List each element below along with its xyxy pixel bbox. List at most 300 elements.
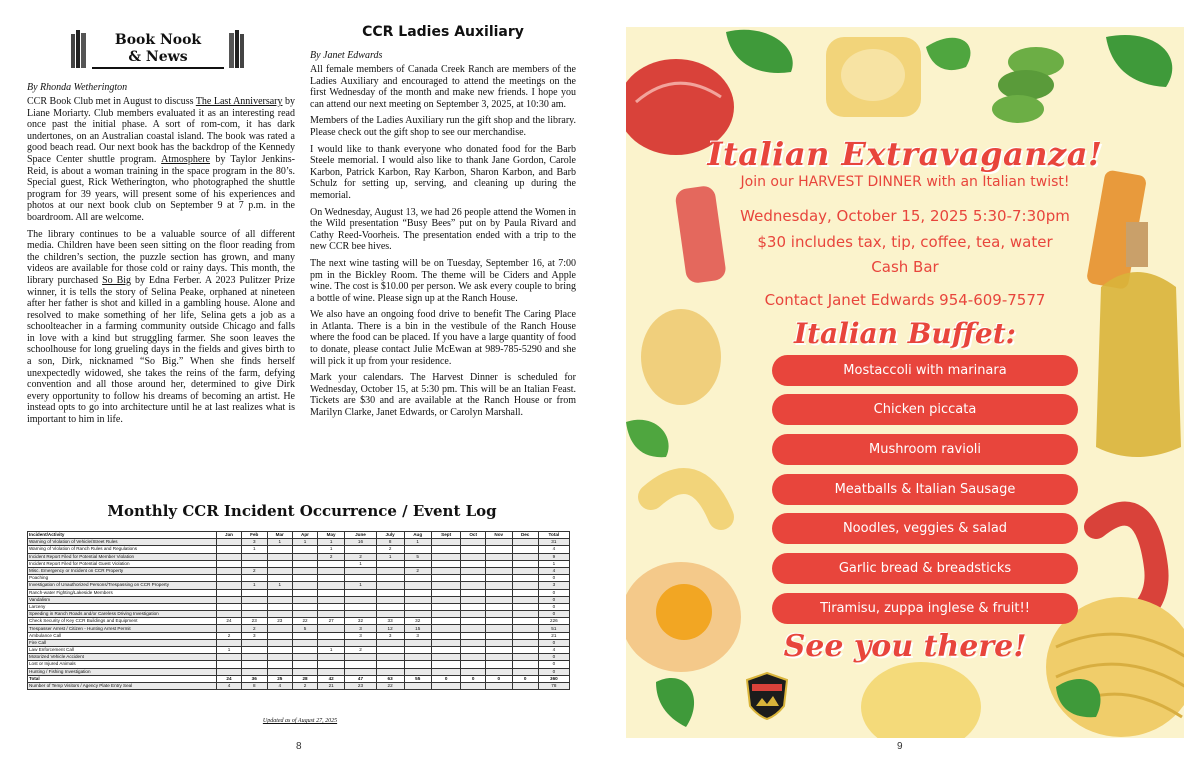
table-cell [293,661,318,668]
table-cell [267,596,293,603]
table-cell: 1 [318,647,345,654]
table-row [28,639,570,646]
table-cell [485,582,512,589]
table-cell [512,647,538,654]
table-cell [485,647,512,654]
row-label: Warning of Violation of Vehicle/Street Rules [28,539,217,546]
table-cell [318,589,345,596]
table-cell: 32 [404,618,431,625]
table-cell: 1 [376,553,404,560]
table-cell [267,546,293,553]
table-cell [318,625,345,632]
table-cell [345,611,376,618]
text: The library continues to be a valuable source of all different media. Children have been seen sitting on the floor reading from the children’s section, the puzzle section has grown, and many videos are available for those cold or rainy days. This month, the library purchased [27,228,295,286]
table-cell [512,589,538,596]
table-cell: 1 [241,546,267,553]
table-cell: 21 [538,632,569,639]
table-cell [217,560,242,567]
book-nook-line2: & News [128,49,188,65]
table-cell [431,668,461,675]
table-cell [485,589,512,596]
right-page [600,0,1200,776]
table-cell [404,668,431,675]
table-row [28,603,570,610]
table-cell [241,611,267,618]
table-cell [376,611,404,618]
table-row [28,625,570,632]
column-header-month: May [318,532,345,539]
table-cell [512,625,538,632]
table-cell [485,603,512,610]
table-cell: 3 [345,632,376,639]
table-cell [345,661,376,668]
table-cell [267,647,293,654]
table-row [28,632,570,639]
paragraph [27,96,295,224]
table-cell [217,661,242,668]
row-label: Lost or Injured Animals [28,661,217,668]
table-cell [217,575,242,582]
table-cell: 1 [293,539,318,546]
divider [92,67,224,69]
row-label: Check Security of Key CCR Buildings and Equipment [28,618,217,625]
paragraph: I would like to thank everyone who donated food for the Barb Steele memorial. I would also like to thank Jane Gordon, Carole Karbon, Patrick Karbon, Ray Karbon, Sharon Karbon, and Barb Schulz for setting up, serving, and cleaning up during the memorial. [310,143,576,201]
table-cell [461,654,485,661]
table-cell [461,639,485,646]
table-cell [461,611,485,618]
table-cell: 3 [376,632,404,639]
table-row [28,668,570,675]
table-cell [293,647,318,654]
auxiliary-article [310,50,576,424]
table-cell [485,553,512,560]
table-cell [293,567,318,574]
table-cell [404,589,431,596]
flyer-subheading: Join our HARVEST DINNER with an Italian twist! [740,174,1070,190]
table-cell [485,661,512,668]
table-cell [293,575,318,582]
menu-item: Chicken piccata [772,394,1078,425]
table-cell: 5 [404,553,431,560]
table-cell: 2 [293,682,318,689]
table-cell [404,661,431,668]
table-cell [485,625,512,632]
paragraph [27,229,295,426]
buffet-heading: Italian Buffet: [794,317,1016,350]
table-cell [217,589,242,596]
table-cell [217,596,242,603]
table-cell [376,647,404,654]
table-cell [345,668,376,675]
table-cell [431,639,461,646]
table-cell [485,575,512,582]
row-label: Number of Temp Visitors / Agency Plate Entry Seal [28,682,217,689]
table-cell [345,567,376,574]
table-cell: 4 [217,682,242,689]
table-cell [376,575,404,582]
table-cell [512,682,538,689]
table-cell [293,639,318,646]
table-cell [431,553,461,560]
table-cell [461,625,485,632]
table-cell: 36 [241,675,267,682]
table-cell: 1 [267,539,293,546]
table-cell [431,625,461,632]
table-row [28,553,570,560]
table-cell [512,661,538,668]
auxiliary-title: CCR Ladies Auxiliary [362,24,524,40]
table-cell: 8 [241,682,267,689]
table-cell: 226 [538,618,569,625]
table-cell: 0 [485,675,512,682]
table-row [28,546,570,553]
table-cell [267,654,293,661]
menu-item: Garlic bread & breadsticks [772,553,1078,584]
table-cell: 0 [538,596,569,603]
column-header-month: Aug [404,532,431,539]
table-cell: 78 [538,682,569,689]
table-cell [512,596,538,603]
table-cell: 5 [293,625,318,632]
column-header-month: Apr [293,532,318,539]
table-cell: 31 [538,539,569,546]
table-cell: 2 [404,567,431,574]
table-cell [485,546,512,553]
table-cell: 0 [538,603,569,610]
table-cell [512,582,538,589]
table-cell: 1 [318,539,345,546]
row-label: Total [28,675,217,682]
table-cell [512,603,538,610]
table-cell [512,560,538,567]
table-cell [267,668,293,675]
table-cell [217,654,242,661]
column-header-month: Feb [241,532,267,539]
table-cell [267,611,293,618]
table-cell: 3 [345,625,376,632]
table-cell: 3 [241,632,267,639]
column-header-month: Dec [512,532,538,539]
table-cell [376,668,404,675]
paragraph: Mark your calendars. The Harvest Dinner is scheduled for Wednesday, October 15, at 5:30 pm. This will be an Italian Feast. Tickets are $30 and are available at the Ranch House or from Marilyn Clarke, Janet Edwards, or Carolyn Marshall. [310,372,576,419]
table-cell [376,596,404,603]
column-header-month: June [345,532,376,539]
row-label: Investigation of Unauthorized Persons/Trespassing on CCR Property [28,582,217,589]
table-row [28,582,570,589]
table-cell [345,575,376,582]
table-cell: 1 [217,647,242,654]
table-cell [217,546,242,553]
row-label: Incident Report Filed for Potential Member Violation [28,553,217,560]
table-cell [404,654,431,661]
table-cell [345,654,376,661]
row-label: Motorized Vehicle Accident [28,654,217,661]
table-cell: 16 [345,539,376,546]
incident-log-table [27,531,570,690]
table-cell [241,596,267,603]
table-row [28,654,570,661]
table-cell [404,575,431,582]
table-cell [431,611,461,618]
row-label: Poaching [28,575,217,582]
table-cell [461,661,485,668]
column-header-month: Total [538,532,569,539]
table-cell [404,546,431,553]
table-cell [376,560,404,567]
table-cell [318,603,345,610]
table-cell [293,560,318,567]
table-cell [293,668,318,675]
table-cell: 4 [538,546,569,553]
table-cell [485,639,512,646]
row-label: Speeding in Ranch Roads and/or Careless Driving Investigation [28,611,217,618]
table-cell [318,632,345,639]
column-header-month: Oct [461,532,485,539]
table-cell: 23 [267,618,293,625]
table-cell [461,603,485,610]
table-cell [241,639,267,646]
table-cell: 0 [538,611,569,618]
table-cell [485,618,512,625]
table-row [28,539,570,546]
column-header-activity: Incident/Activity [28,532,217,539]
table-cell [485,611,512,618]
table-cell [485,654,512,661]
table-cell [431,575,461,582]
table-cell: 25 [267,675,293,682]
table-cell [431,589,461,596]
byline: By Rhonda Wetherington [27,82,128,93]
row-label: Larceny [28,603,217,610]
table-cell [376,654,404,661]
table-cell: 21 [318,682,345,689]
closing-message: See you there! [783,629,1027,664]
table-cell [293,582,318,589]
row-label: Law Enforcement Call [28,647,217,654]
contact-info: Contact Janet Edwards 954-609-7577 [764,291,1046,309]
table-cell [241,654,267,661]
table-cell [267,661,293,668]
table-cell [512,654,538,661]
table-cell [217,603,242,610]
basil-leaf-icon [656,678,694,727]
table-cell [461,618,485,625]
table-cell [293,596,318,603]
book-title: The Last Anniversary [195,96,283,107]
column-header-month: Mar [267,532,293,539]
table-cell [512,639,538,646]
table-cell [461,539,485,546]
canada-creek-ranch-logo-icon [746,672,788,720]
table-cell [461,582,485,589]
books-icon [70,30,88,68]
table-cell [376,589,404,596]
table-cell [318,596,345,603]
table-cell: 2 [345,647,376,654]
row-label: Ranch-water Fighting/Lakeside Members [28,589,217,596]
table-row [28,567,570,574]
table-cell [241,647,267,654]
macaroni-icon [651,481,721,517]
table-cell [485,539,512,546]
table-cell: 9 [538,553,569,560]
text: by Edna Ferber. A 2023 Pulitzer Prize winner, it is tells the story of Selina Peake, orphaned at nineteen after her father is shot and killed in a gambling house. Alone and resolved to make something of her life, Selina gets a job as a schoolteacher in a farming community outside Chicago and falls in love with a kind but struggling farmer. She soon leaves the schoolhouse for long grueling days in the fields and gives birth to a son, Dirk, nicknamed “So Big.” When she finds herself unexpectedly widowed, she takes the reins of the farm, defying convention and all those around her, determined to give Dirk every opportunity to follow his dreams of becoming an artist. He instead opts to go into architecture until he at last realizes what is important to him in life. [27,274,295,426]
row-label: Vandalism [28,596,217,603]
table-cell: 3 [538,582,569,589]
table-cell [485,632,512,639]
table-cell: 1 [345,560,376,567]
parsley-icon [926,38,970,70]
table-cell: 2 [241,625,267,632]
table-cell [241,589,267,596]
table-cell [431,582,461,589]
table-cell [241,575,267,582]
basil-leaf-icon [626,420,669,457]
table-cell [376,582,404,589]
menu-item: Meatballs & Italian Sausage [772,474,1078,505]
table-cell: 0 [538,654,569,661]
table-row [28,575,570,582]
paragraph: The next wine tasting will be on Tuesday, September 16, at 7:00 pm in the Bickley Room. The theme will be Ciders and Apple wine. The cost is $10.00 per person. We ask every couple to bring a bottle of wine. Please sign up at the Ranch House. [310,257,576,304]
book-title: So Big [102,274,132,286]
table-cell: 27 [318,618,345,625]
paragraph: Members of the Ladies Auxiliary run the gift shop and the library. Please check out the gift shop to see our merchandise. [310,115,576,138]
table-cell [431,603,461,610]
table-cell [217,668,242,675]
table-cell: 1 [404,539,431,546]
table-cell [512,567,538,574]
table-cell [345,596,376,603]
table-cell [293,546,318,553]
table-cell: 24 [217,675,242,682]
table-row [28,618,570,625]
table-cell [217,582,242,589]
table-cell [404,603,431,610]
flyer-heading: Italian Extravaganza! [707,135,1103,173]
page-number: 9 [897,741,903,752]
table-cell [461,553,485,560]
table-cell: 1 [267,582,293,589]
table-cell: 24 [217,618,242,625]
table-cell [217,611,242,618]
table-cell: 1 [318,546,345,553]
table-cell [404,560,431,567]
table-cell [485,682,512,689]
table-cell: 1 [241,582,267,589]
cash-bar-note: Cash Bar [871,258,939,276]
table-cell [404,596,431,603]
table-cell [267,553,293,560]
table-cell: 33 [376,618,404,625]
column-header-month: July [376,532,404,539]
table-cell [485,560,512,567]
table-cell [267,560,293,567]
table-cell [293,654,318,661]
book-nook-header [70,30,246,70]
table-cell: 51 [538,625,569,632]
table-cell [293,632,318,639]
table-cell [431,618,461,625]
table-cell: 3 [404,632,431,639]
table-cell: 0 [431,675,461,682]
table-cell [318,639,345,646]
table-row [28,647,570,654]
table-cell [512,618,538,625]
table-row [28,661,570,668]
table-cell [485,567,512,574]
text: CCR Book Club met in August to discuss [27,96,196,107]
table-cell [293,611,318,618]
table-cell: 0 [538,589,569,596]
table-cell [512,632,538,639]
table-cell [345,603,376,610]
table-cell [431,546,461,553]
table-cell [345,546,376,553]
table-cell [485,668,512,675]
row-label: Warning of Violation of Ranch Rules and Regulations [28,546,217,553]
table-cell [318,567,345,574]
table-cell: 0 [538,668,569,675]
row-label: Ambulance Call [28,632,217,639]
table-cell [241,603,267,610]
table-cell: 42 [318,675,345,682]
table-cell [404,682,431,689]
table-row [28,560,570,567]
table-cell: 1 [345,582,376,589]
table-cell [217,625,242,632]
table-row [28,589,570,596]
table-cell [461,589,485,596]
table-cell: 0 [538,661,569,668]
table-cell [241,661,267,668]
table-cell: 4 [538,567,569,574]
table-cell: 23 [345,682,376,689]
table-cell [267,575,293,582]
menu-item: Tiramisu, zuppa inglese & fruit!! [772,593,1078,624]
table-cell: 2 [318,553,345,560]
table-cell [241,553,267,560]
row-label: Incident Report Filed for Potential Guest Violation [28,560,217,567]
table-cell [431,632,461,639]
event-price: $30 includes tax, tip, coffee, tea, water [757,233,1053,251]
table-cell: 2 [217,632,242,639]
table-cell: 3 [241,539,267,546]
harvest-dinner-flyer [626,27,1184,738]
table-cell [431,654,461,661]
table-cell [461,575,485,582]
page-number: 8 [296,741,302,752]
table-cell [461,567,485,574]
row-label: Hunting / Fishing Investigation [28,668,217,675]
table-cell [404,639,431,646]
table-cell [241,668,267,675]
table-cell [267,625,293,632]
table-cell [318,575,345,582]
table-cell [217,639,242,646]
table-cell [267,632,293,639]
menu-item: Mushroom ravioli [772,434,1078,465]
table-cell [404,611,431,618]
text: by Liane Moriarty. Club members evaluated it as an interesting read once past the initial phase. A sort of rom-com, it has dark undertones, on an Australian coastal island. The book was rated a good beach read. Our next book has the backdrop of the Kennedy Space Center shuttle program. [27,96,296,165]
table-cell: 8 [376,539,404,546]
table-cell [318,560,345,567]
table-header-row [28,532,570,539]
table-cell: 4 [267,682,293,689]
row-label: Misc. Emergency or Incident on CCR Property [28,567,217,574]
table-cell [404,582,431,589]
table-cell [431,647,461,654]
paragraph: We also have an ongoing food drive to benefit The Caring Place in Atlanta. There is a bin in the vestibule of the Ranch House where the food can be placed. If you have a large quantity of food to donate, please contact Julie McEwan at 989-785-5290 and she will pick it up from your residence. [310,309,576,367]
